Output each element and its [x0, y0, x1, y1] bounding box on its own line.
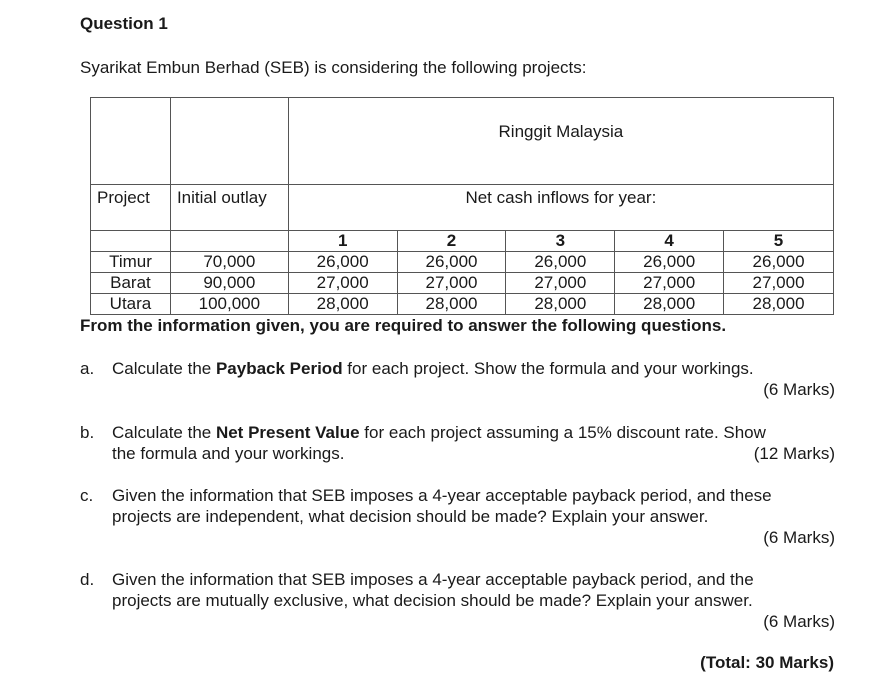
- question-letter: d.: [80, 570, 95, 589]
- blank-cell: [170, 231, 288, 252]
- cash-flow-cell: 27,000: [397, 273, 506, 294]
- question-text: Calculate the: [112, 359, 216, 378]
- initial-outlay: 90,000: [170, 273, 288, 294]
- cash-flow-cell: 28,000: [615, 294, 724, 315]
- cash-flow-cell: 26,000: [397, 252, 506, 273]
- question-text: Given the information that SEB imposes a 4-year acceptable payback period, and the: [112, 570, 754, 589]
- year-header: 1: [288, 231, 397, 252]
- question-text: Calculate the: [112, 423, 216, 442]
- currency-header: Ringgit Malaysia: [288, 98, 833, 185]
- question-text: Given the information that SEB imposes a 4-year acceptable payback period, and these: [112, 486, 772, 505]
- question-text: for each project assuming a 15% discount rate. Show: [359, 423, 766, 442]
- cash-flow-cell: 27,000: [506, 273, 615, 294]
- question-text: projects are mutually exclusive, what decision should be made? Explain your answer.: [112, 591, 753, 610]
- table-row: [91, 252, 834, 273]
- year-header: 3: [506, 231, 615, 252]
- blank-cell: [170, 98, 288, 185]
- year-header: 2: [397, 231, 506, 252]
- question-text: projects are independent, what decision should be made? Explain your answer.: [112, 507, 709, 526]
- project-name: Utara: [91, 294, 171, 315]
- question-b: [80, 422, 835, 464]
- cash-flow-cell: 28,000: [288, 294, 397, 315]
- table-row: [91, 294, 834, 315]
- initial-outlay: 100,000: [170, 294, 288, 315]
- cash-flow-table: [90, 97, 834, 315]
- year-header: 5: [724, 231, 834, 252]
- outlay-column-header: Initial outlay: [170, 185, 288, 231]
- year-header: 4: [615, 231, 724, 252]
- question-text: the formula and your workings.: [112, 444, 345, 463]
- cash-flow-cell: 28,000: [724, 294, 834, 315]
- question-text: for each project. Show the formula and your workings.: [342, 359, 754, 378]
- project-column-header: Project: [91, 185, 171, 231]
- marks-label: (6 Marks): [763, 380, 835, 399]
- question-a: [80, 358, 835, 400]
- marks-label: (6 Marks): [763, 528, 835, 547]
- cash-flow-cell: 28,000: [397, 294, 506, 315]
- question-heading: Question 1: [80, 14, 168, 33]
- initial-outlay: 70,000: [170, 252, 288, 273]
- question-letter: a.: [80, 359, 95, 378]
- cash-flow-cell: 26,000: [506, 252, 615, 273]
- project-name: Barat: [91, 273, 171, 294]
- question-emphasis: Payback Period: [215, 359, 343, 378]
- cash-flow-cell: 26,000: [724, 252, 834, 273]
- marks-label: (12 Marks): [753, 444, 835, 463]
- cash-flow-cell: 27,000: [724, 273, 834, 294]
- cash-flow-cell: 26,000: [288, 252, 397, 273]
- table-row: [91, 273, 834, 294]
- cash-flow-cell: 27,000: [615, 273, 724, 294]
- inflows-header: Net cash inflows for year:: [288, 185, 833, 231]
- question-c: [80, 485, 835, 548]
- intro-text: Syarikat Embun Berhad (SEB) is considering the following projects:: [80, 58, 587, 77]
- cash-flow-cell: 26,000: [615, 252, 724, 273]
- project-name: Timur: [91, 252, 171, 273]
- blank-cell: [91, 231, 171, 252]
- total-marks: (Total: 30 Marks): [700, 653, 834, 672]
- cash-flow-cell: 27,000: [288, 273, 397, 294]
- marks-label: (6 Marks): [763, 612, 835, 631]
- question-letter: c.: [80, 486, 94, 505]
- question-d: [80, 569, 835, 632]
- cash-flow-cell: 28,000: [506, 294, 615, 315]
- instruction-text: From the information given, you are required to answer the following questions.: [80, 316, 727, 335]
- blank-cell: [91, 98, 171, 185]
- question-emphasis: Net Present Value: [215, 423, 360, 442]
- question-letter: b.: [80, 423, 95, 442]
